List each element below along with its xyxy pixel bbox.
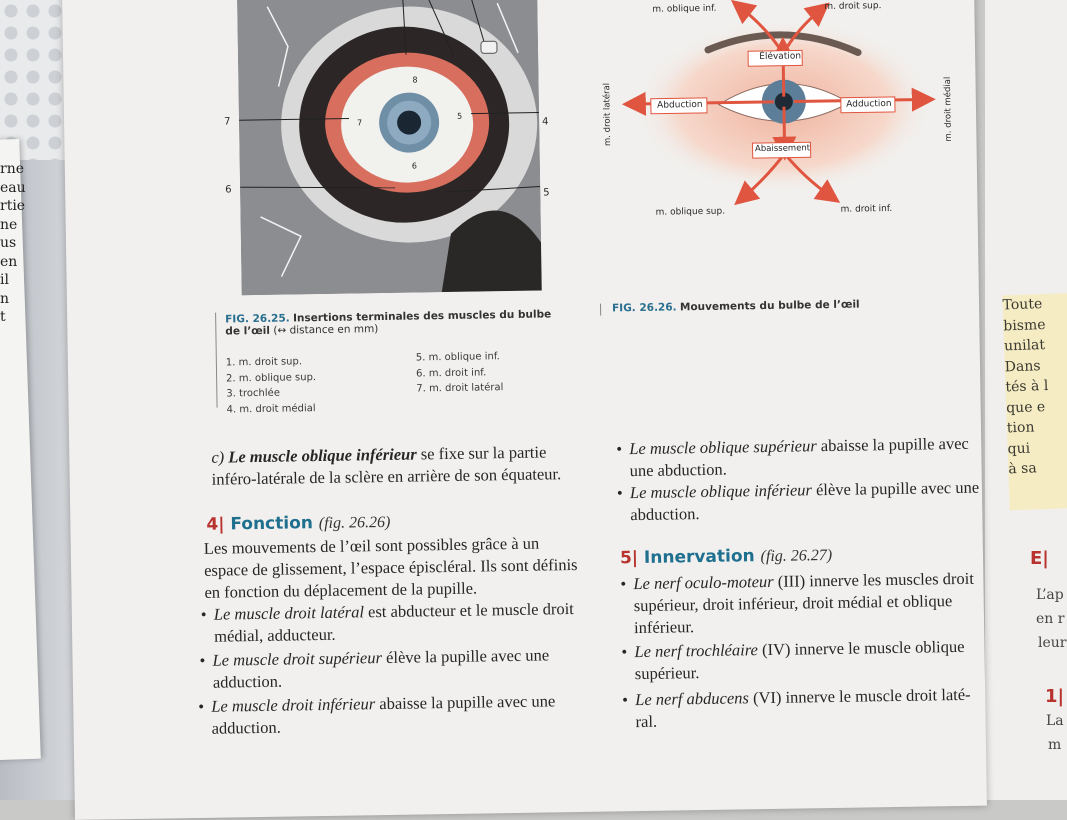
list-item: • Le nerf oculo-moteur (III) innerve les muscles droit supérieur, droit inférieur, droit médial et oblique inférieur. xyxy=(620,568,974,638)
callout-number: 5 xyxy=(543,187,550,199)
book-page xyxy=(62,0,987,820)
list-item: • Le muscle droit latéral est abducteur et le muscle droit médial, adducteur. xyxy=(200,599,574,646)
right-page-fragment: L’ap xyxy=(1036,587,1064,603)
callout-number: 6 xyxy=(225,184,232,196)
list-item: • Le nerf trochléaire (IV) innerve le muscle oblique supérieur. xyxy=(621,636,965,684)
right-page-fragment: en r xyxy=(1036,611,1065,627)
left-page-text-fragment: rne eau rtie ne us en il n t xyxy=(0,161,26,325)
right-page-note-box: Toute bisme unilat Dans tés à l que e tion qui à sa xyxy=(1002,293,1067,511)
section-heading-innervation: 5| Innervation (fig. 26.27) xyxy=(619,546,833,569)
eye-movement-diagram xyxy=(592,0,976,227)
list-item: • Le nerf abducens (VI) innerve le muscle droit laté- ral. xyxy=(622,684,971,732)
figure-caption: FIG. 26.25. Insertions terminales des muscles du bulbe de l’œil (↔ distance en mm) xyxy=(225,308,552,338)
muscle-label-oblique-sup: m. oblique sup. xyxy=(655,206,726,218)
distance-label: 5 xyxy=(456,111,463,121)
caption-rule xyxy=(600,304,601,316)
distance-label: 7 xyxy=(357,118,363,128)
figure-legend-col1: 1. m. droit sup. 2. m. oblique sup. 3. trochlée 4. m. droit médial xyxy=(225,356,317,415)
section-heading-fonction: 4| Fonction (fig. 26.26) xyxy=(206,513,391,535)
paragraph-oblique-inferieur: c) Le muscle oblique inférieur se fixe sur la partie inféro-latérale de la sclère en arrière de son équateur. xyxy=(211,442,562,489)
movement-label-abduction: Abduction xyxy=(657,99,703,111)
callout-number: 4 xyxy=(542,116,549,128)
eye-muscle-insertion-illustration xyxy=(237,0,542,295)
figure-caption: FIG. 26.26. Mouvements du bulbe de l’œil xyxy=(611,298,860,315)
figure-legend-col2: 5. m. oblique inf. 6. m. droit inf. 7. m. droit latéral xyxy=(415,351,504,395)
right-page-heading-e: E| xyxy=(1030,548,1049,569)
movement-label-abaissement: Abaissement xyxy=(754,143,811,155)
muscle-label-droit-lateral: m. droit latéral xyxy=(602,82,614,147)
right-page-fragment: leur xyxy=(1038,635,1067,651)
muscle-label-droit-sup: m. droit sup. xyxy=(824,1,882,13)
distance-label: 6 xyxy=(411,161,417,171)
list-item: • Le muscle droit inférieur abaisse la pupille avec une adduction. xyxy=(198,691,556,738)
list-item: • Le muscle droit supérieur élève la pupille avec une adduction. xyxy=(199,645,550,692)
list-item: • Le muscle oblique inférieur élève la pupille avec une abduction. xyxy=(616,477,980,525)
paragraph-fonction: Les mouvements de l’œil sont possibles grâce à un espace de glissement, l’espace épiscléral. Ils sont définis en fonction du déplacement de la pupille. xyxy=(203,533,578,602)
callout-number: 7 xyxy=(224,116,231,128)
right-page-fragment: m xyxy=(1048,737,1062,753)
muscle-label-droit-medial: m. droit médial xyxy=(942,76,954,142)
caption-rule xyxy=(215,313,217,408)
right-page-fragment: La xyxy=(1046,713,1064,729)
movement-label-elevation: Élévation xyxy=(759,51,802,63)
distance-label: 8 xyxy=(412,75,418,85)
list-item: • Le muscle oblique supérieur abaisse la pupille avec une abduction. xyxy=(616,433,969,481)
muscle-label-droit-inf: m. droit inf. xyxy=(840,203,893,215)
right-page-heading-1: 1| xyxy=(1045,686,1065,707)
movement-label-adduction: Adduction xyxy=(846,98,892,110)
muscle-label-oblique-inf: m. oblique inf. xyxy=(652,3,717,15)
